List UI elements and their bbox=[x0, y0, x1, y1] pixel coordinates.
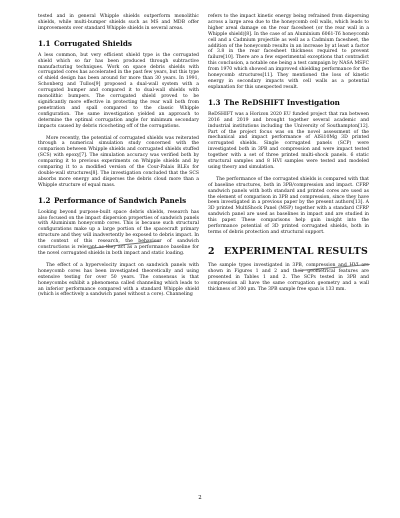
paragraph: More recently, the potential of corrugated shields was reiterated through a numerical simulation study concerned with the comparison between Whipple shields and corrugated shields stuffed (SCS) with epoxy[7]. The simulation accuracy was verified both by comparing it to previous experiments on Whipple shields and by comparing it to a modified version of the Cour-Palais BLEs for double-wall structures[8]. The investigation concluded that the SCS absorbs more energy and disperses the debris cloud more than a Whipple structure of equal mass. bbox=[38, 135, 199, 188]
section-title: Performance of Sandwich Panels bbox=[54, 195, 187, 205]
section-title: EXPERIMENTAL RESULTS bbox=[224, 245, 368, 257]
section-number: 1.2 bbox=[38, 195, 51, 205]
section-title: Corrugated Shields bbox=[54, 38, 132, 48]
section-heading-corrugated-shields bbox=[38, 40, 199, 48]
paragraph: ReDSHIFT was a Horizon 2020 EU funded project that ran between 2016 and 2019 and brought together several academic and industrial institutions including the University of Southampton[12]. Part of the project focus was on the novel assessment of the mechanical and impact performance of AlSi10Mg 3D printed corrugated shields. Single corrugated panels (SCP) were investigated both in 3PB and compression and were impact tested together with a set of three printed multi-shock panels. 6 static structural samples and 8 HVI samples were tested and modeled using theory and simulation. bbox=[208, 111, 369, 170]
section-heading-sandwich-panels bbox=[38, 197, 199, 205]
paragraph: The performance of the corrugated shields is compared with that of baseline structures, both in 3PB/compression and impact. CFRP sandwich panels with both standard and printed cores are used as the element of comparison in 3PB and compression, since they have been investigated in a previous paper by the present authors[13]. A 3D printed MultiShock Panel (MSP) together with a standard CFRP sandwich panel are used as baselines in impact and are studied in this paper. These comparisons help gain insight into the performance potential of 3D printed corrugated shields, both in terms of debris protection and structural support. bbox=[208, 176, 369, 235]
left-column bbox=[38, 14, 199, 304]
paragraph: The effect of a hypervelocity impact on sandwich panels with honeycomb cores has been investigated theoretically and using extensive testing for over 50 years. The consensus is that honeycombs exhibit a phenomena called channeling which leads to an inferior performance compared with a standard Whipple shield (which is effectively a sandwich panel without a core). Channeling bbox=[38, 262, 199, 298]
paragraph: A less common, but very efficient shield type is the corrugated shield which so far has been produced through subtractive manufacturing techniques. Work on space debris shields with corrugated cores has accelerated in the past few years, but this type of shield design has been around for more than 30 years. In 1991, Schonberg and Tullos[9] proposed a dual-wall system with a corrugated bumper and compared it to dual-wall shields with monolithic bumpers. The corrugated shield proved to be significantly more effective in protecting the rear wall both from penetration and spall compared to the classic Whipple configuration. The same investigation yielded an approach to determine the optimal corrugation angle for minimum secondary impacts caused by debris ricocheting off of the corrugations. bbox=[38, 52, 199, 129]
section-heading-redshift bbox=[208, 99, 369, 107]
paragraph: Looking beyond purpose-built space debris shields, research has also focused on the impact dispersion properties of sandwich panels with Aluminium honeycomb cores. This is because such structural configurations make up a large portion of the spacecraft primary structure and they will inadvertently be exposed to debris impact. In the context of this research, the behaviour of sandwich constructions is relevant as they act as a performance baseline for the novel corrugated shields in both impact and static loading. bbox=[38, 209, 199, 256]
section-number: 1.3 bbox=[208, 97, 221, 107]
right-column bbox=[208, 14, 369, 298]
section-heading-experimental-results bbox=[208, 246, 369, 257]
paragraph: The sample types investigated in 3PB, compression and HVI are shown in Figures 1 and 2 and their geometrical features are presented in Tables 1 and 2. The SCPs tested in 3PB and compression all have the same corrugation geometry and a wall thickness of 300 μm. The 3PB sample free span is 133 mm. bbox=[208, 262, 369, 292]
section-title: The ReDSHIFT Investigation bbox=[224, 97, 340, 107]
paragraph: refers to the impact kinetic energy being refrained from dispersing across a large area due to the honeycomb cell walls, which leads to higher areal damage on the rear facesheet (or the rear wall in a Whipple shield)[8]. In the case of an Aluminium 6061-T6 honeycomb cell and a Cadmium projectile as well as a Cadmium facesheet, the addition of the honeycomb results in an increase by at least a factor of 3.8 in the rear facesheet thickness required to prevent failure[10]. There are a few experimental exceptions that contradict this conclusion, a notable one being a test campaign by NASA MSFC from 1970 which showed an improved shielding performance for the honeycomb structures[11]. They mentioned the loss of kinetic energy in secondary impacts with cell walls as a potential explanation for this unexpected result. bbox=[208, 14, 369, 90]
intro-paragraph: tested and in general Whipple shields outperform monolithic shields, while multi-bumper shields such as MS and MDB offer improvements over standard Whipple shields in several areas. bbox=[38, 14, 199, 31]
page-number: 2 bbox=[198, 495, 202, 501]
section-number: 1.1 bbox=[38, 38, 51, 48]
section-number: 2 bbox=[208, 245, 215, 257]
